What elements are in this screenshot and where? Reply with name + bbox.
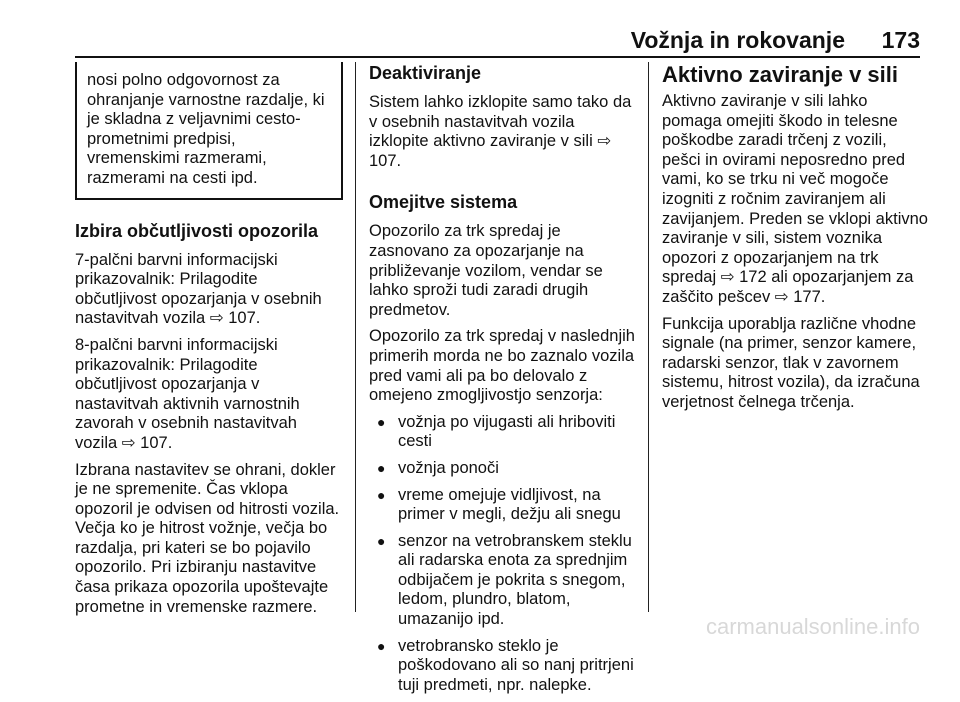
list-item [369, 637, 635, 696]
header-rule [75, 56, 920, 58]
watermark: carmanualsonline.info [705, 614, 920, 639]
bullet-icon: ● [377, 637, 386, 654]
list-item [369, 459, 635, 479]
paragraph: Opozorilo za trk spredaj je zasnovano za opozarjanje na približevanje vozilom, vendar se lahko sproži tudi zaradi drugih predmetov. [369, 222, 603, 319]
note-text: nosi polno odgovornost za ohranjanje varnostne razdalje, ki je skladna z veljavnimi cesto-prometnimi predpisi, vremenskimi razmerami, razmerami na cesti ipd. [87, 71, 325, 187]
section-heading: Izbira občutljivosti opozorila [75, 220, 319, 241]
paragraph: 7-palčni barvni informacijski prikazovalnik: Prilagodite občutljivost opozarjanja v osebnih nastavitvah vozila ⇨ 107. [75, 250, 322, 328]
column-divider [355, 62, 356, 612]
chapter-section-heading: Aktivno zaviranje v sili [662, 62, 898, 87]
bullet-icon: ● [377, 486, 386, 503]
column-divider [648, 62, 649, 612]
paragraph: Aktivno zaviranje v sili lahko pomaga omejiti škodo in telesne poškodbe zaradi trčenj z vozili, pešci in ovirami neposredno pred vami, ko se trku ni več mogoče izogniti z ročnim zaviranjem ali zavijanjem. Preden se vklopi aktivno zaviranje v sili, sistem voznika opozori z opozarjanjem na trk spredaj ⇨ 172 ali opozarjanjem za zaščito pešcev ⇨ 177. [662, 92, 928, 306]
list-item-text: senzor na vetrobranskem steklu ali radarska enota za sprednjim odbijačem je pokrita s snegom, ledom, plundro, blatom, umazanijo ipd. [398, 531, 632, 629]
paragraph: Opozorilo za trk spredaj v naslednjih primerih morda ne bo zaznalo vozila pred vami ali pa bo delovalo z omejeno zmogljivostjo senzorja: [369, 327, 635, 405]
paragraph: 8-palčni barvni informacijski prikazovalnik: Prilagodite občutljivost opozarjanja v nastavitvah aktivnih varnostnih zavorah v osebnih nastavitvah vozila ⇨ 107. [75, 335, 300, 452]
chapter-title: Vožnja in rokovanje [630, 27, 845, 53]
paragraph: Izbrana nastavitev se ohrani, dokler je ne spremenite. Čas vklopa opozoril je odvisen od hitrosti vozila. Večja ko je hitrost vožnje, večja bo razdalja, pri kateri se bo pojavilo opozorilo. Pri izbiranju nastavitve časa prikaza opozorila upoštevajte prometne in vremenske razmere. [75, 460, 340, 616]
column-middle [369, 62, 635, 702]
list-item-text: vetrobransko steklo je poškodovano ali so nanj pritrjeni tuji predmeti, npr. nalepke. [398, 636, 634, 694]
column-right [662, 62, 928, 420]
page-number: 173 [881, 27, 920, 53]
note-box [75, 62, 343, 200]
list-item [369, 413, 635, 452]
bullet-icon: ● [377, 532, 386, 549]
list-item [369, 486, 635, 525]
list-item-text: vožnja po vijugasti ali hriboviti cesti [398, 412, 616, 451]
list-item-text: vreme omejuje vidljivost, na primer v megli, dežju ali snegu [398, 485, 621, 524]
limitations-list [369, 413, 635, 696]
paragraph: Sistem lahko izklopite samo tako da v osebnih nastavitvah vozila izklopite aktivno zaviranje v sili ⇨ 107. [369, 93, 632, 170]
section-heading: Deaktiviranje [369, 63, 482, 83]
list-item-text: vožnja ponoči [398, 458, 499, 477]
list-item [369, 532, 635, 630]
section-heading: Omejitve sistema [369, 192, 518, 213]
bullet-icon: ● [377, 459, 386, 476]
column-left [75, 62, 343, 624]
bullet-icon: ● [377, 413, 386, 430]
paragraph: Funkcija uporablja različne vhodne signale (na primer, senzor kamere, radarski senzor, tlak v zavornem sistemu, hitrost vozila), da izračuna verjetnost čelnega trčenja. [662, 314, 920, 411]
